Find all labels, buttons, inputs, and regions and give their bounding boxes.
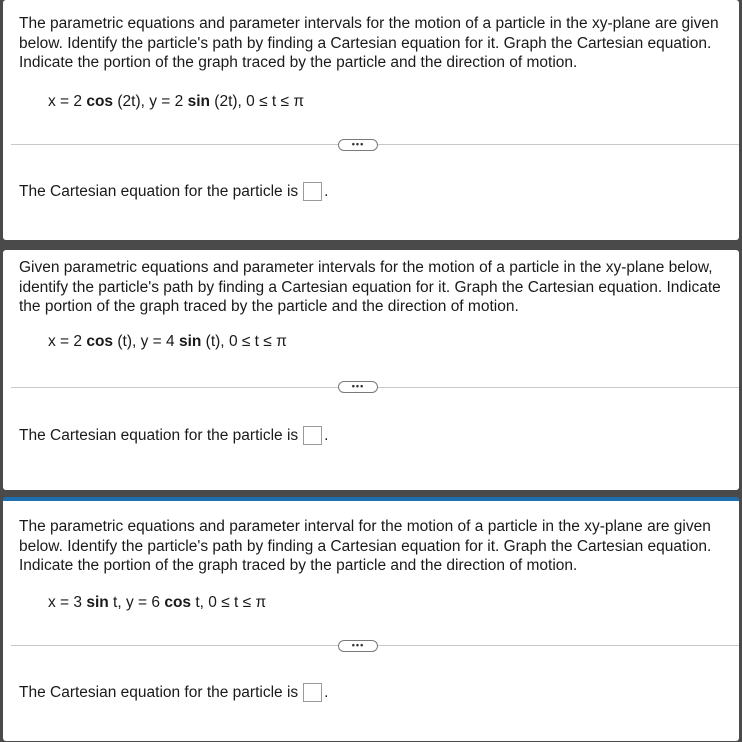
answer-period: . — [324, 427, 329, 444]
problem-prompt: Given parametric equations and parameter intervals for the motion of a particle in the xy-plane below, identify the particle's path by finding a Cartesian equation for it. Graph the Cartesian equation. Indicate the portion of the graph traced by the particle and the direction of motion. — [19, 259, 721, 315]
eq-y-prefix: y = 6 — [125, 594, 165, 611]
eq-x-function: sin — [86, 594, 109, 611]
eq-x-function: cos — [86, 333, 114, 350]
answer-period: . — [324, 183, 329, 200]
eq-x-prefix: x = 2 — [48, 333, 87, 350]
answer-line — [19, 683, 328, 703]
eq-y-function: cos — [164, 594, 192, 611]
parametric-equation — [48, 92, 304, 111]
expand-more-button[interactable]: ••• — [338, 139, 378, 151]
answer-line — [19, 182, 328, 202]
answer-line — [19, 426, 328, 446]
eq-y-prefix: y = 4 — [140, 333, 179, 350]
problem-prompt: The parametric equations and parameter interval for the motion of a particle in the xy-plane are given below. Identify the particle's path by finding a Cartesian equation for it. Graph the Cartesian equation. Indicate the portion of the graph traced by the particle and the direction of motion. — [19, 518, 712, 574]
answer-input[interactable] — [303, 426, 322, 445]
expand-more-button[interactable]: ••• — [338, 381, 378, 393]
parametric-equation — [48, 332, 287, 351]
answer-prompt: The Cartesian equation for the particle is — [19, 183, 299, 200]
answer-period: . — [324, 684, 329, 701]
eq-x-argument: (t), — [113, 333, 141, 350]
parameter-interval: 0 ≤ t ≤ π — [246, 93, 305, 110]
eq-y-prefix: y = 2 — [149, 93, 188, 110]
answer-input[interactable] — [303, 683, 322, 702]
eq-x-argument: t, — [108, 594, 126, 611]
eq-x-argument: (2t), — [113, 93, 150, 110]
eq-y-function: sin — [178, 333, 202, 350]
answer-prompt: The Cartesian equation for the particle is — [19, 427, 299, 444]
eq-x-function: cos — [86, 93, 114, 110]
eq-y-function: sin — [187, 93, 210, 110]
problem-prompt: The parametric equations and parameter intervals for the motion of a particle in the xy-plane are given below. Identify the particle's path by finding a Cartesian equation for it. Graph the Cartesian equation. Indicate the portion of the graph traced by the particle and the direction of motion. — [19, 15, 719, 71]
eq-y-argument: (t), — [201, 333, 229, 350]
parametric-equation — [48, 593, 266, 612]
parameter-interval: 0 ≤ t ≤ π — [228, 333, 287, 350]
eq-y-argument: (2t), — [209, 93, 247, 110]
answer-prompt: The Cartesian equation for the particle is — [19, 684, 299, 701]
expand-more-button[interactable]: ••• — [338, 640, 378, 652]
eq-x-prefix: x = 3 — [48, 594, 87, 611]
parameter-interval: 0 ≤ t ≤ π — [208, 594, 267, 611]
problem-panel-3 — [3, 497, 739, 741]
answer-input[interactable] — [303, 182, 322, 201]
eq-x-prefix: x = 2 — [48, 93, 87, 110]
problem-panel-1 — [3, 0, 739, 240]
problem-panel-2 — [3, 250, 739, 490]
eq-y-argument: t, — [191, 594, 209, 611]
